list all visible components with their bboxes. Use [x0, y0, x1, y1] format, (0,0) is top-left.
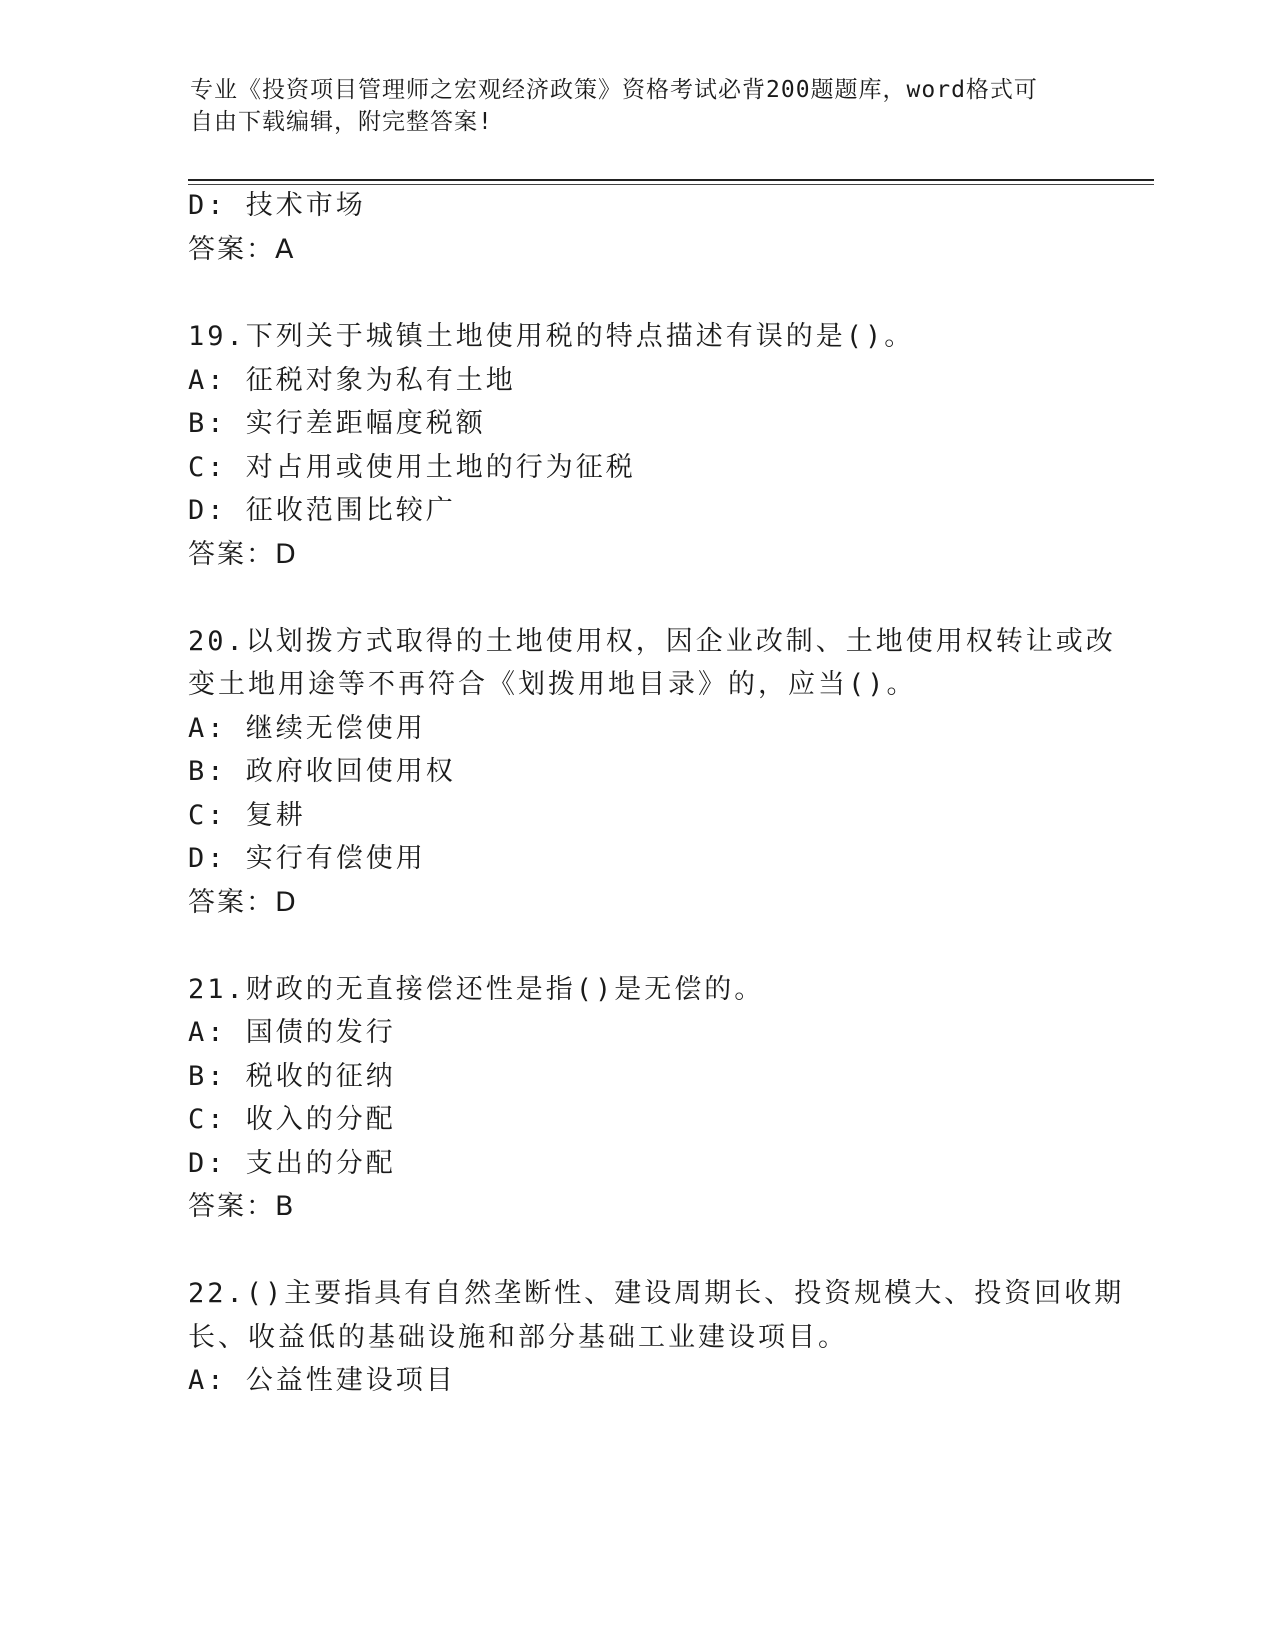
- question-21-stem: 21.财政的无直接偿还性是指()是无偿的。: [188, 974, 765, 1005]
- question-20-option-b: B: 政府收回使用权: [188, 756, 456, 787]
- header-line-1: 专业《投资项目管理师之宏观经济政策》资格考试必背200题题库，word格式可: [190, 77, 1038, 103]
- question-21-option-d: D: 支出的分配: [188, 1148, 396, 1179]
- question-20-option-d: D: 实行有偿使用: [188, 843, 426, 874]
- question-19-option-d: D: 征收范围比较广: [188, 495, 456, 526]
- question-21-option-c: C: 收入的分配: [188, 1104, 396, 1135]
- question-20-option-c: C: 复耕: [188, 800, 306, 831]
- question-19-stem: 19.下列关于城镇土地使用税的特点描述有误的是()。: [188, 321, 915, 352]
- header-line-2: 自由下载编辑，附完整答案!: [190, 109, 493, 135]
- question-19-answer: 答案：D: [188, 539, 298, 570]
- option-d-prev: D: 技术市场: [188, 190, 366, 221]
- question-20-option-a: A: 继续无偿使用: [188, 713, 426, 744]
- question-19-option-c: C: 对占用或使用土地的行为征税: [188, 452, 636, 483]
- question-22-stem-line-1: 22.()主要指具有自然垄断性、建设周期长、投资规模大、投资回收期: [188, 1278, 1125, 1309]
- question-19-option-b: B: 实行差距幅度税额: [188, 408, 486, 439]
- question-20-stem-line-2: 变土地用途等不再符合《划拨用地目录》的，应当()。: [188, 669, 917, 700]
- question-21-option-a: A: 国债的发行: [188, 1017, 396, 1048]
- question-21-answer: 答案：B: [188, 1191, 296, 1222]
- question-19-option-a: A: 征税对象为私有土地: [188, 365, 516, 396]
- question-21-option-b: B: 税收的征纳: [188, 1061, 396, 1092]
- question-20-answer: 答案：D: [188, 887, 298, 918]
- header-divider-thin: [188, 184, 1154, 185]
- question-20-stem-line-1: 20.以划拨方式取得的土地使用权，因企业改制、土地使用权转让或改: [188, 626, 1116, 657]
- question-22-option-a: A: 公益性建设项目: [188, 1365, 456, 1396]
- document-header: [190, 74, 1070, 138]
- question-22-stem-line-2: 长、收益低的基础设施和部分基础工业建设项目。: [188, 1322, 848, 1353]
- answer-prev: 答案：A: [188, 234, 296, 265]
- header-divider-thick: [188, 179, 1154, 181]
